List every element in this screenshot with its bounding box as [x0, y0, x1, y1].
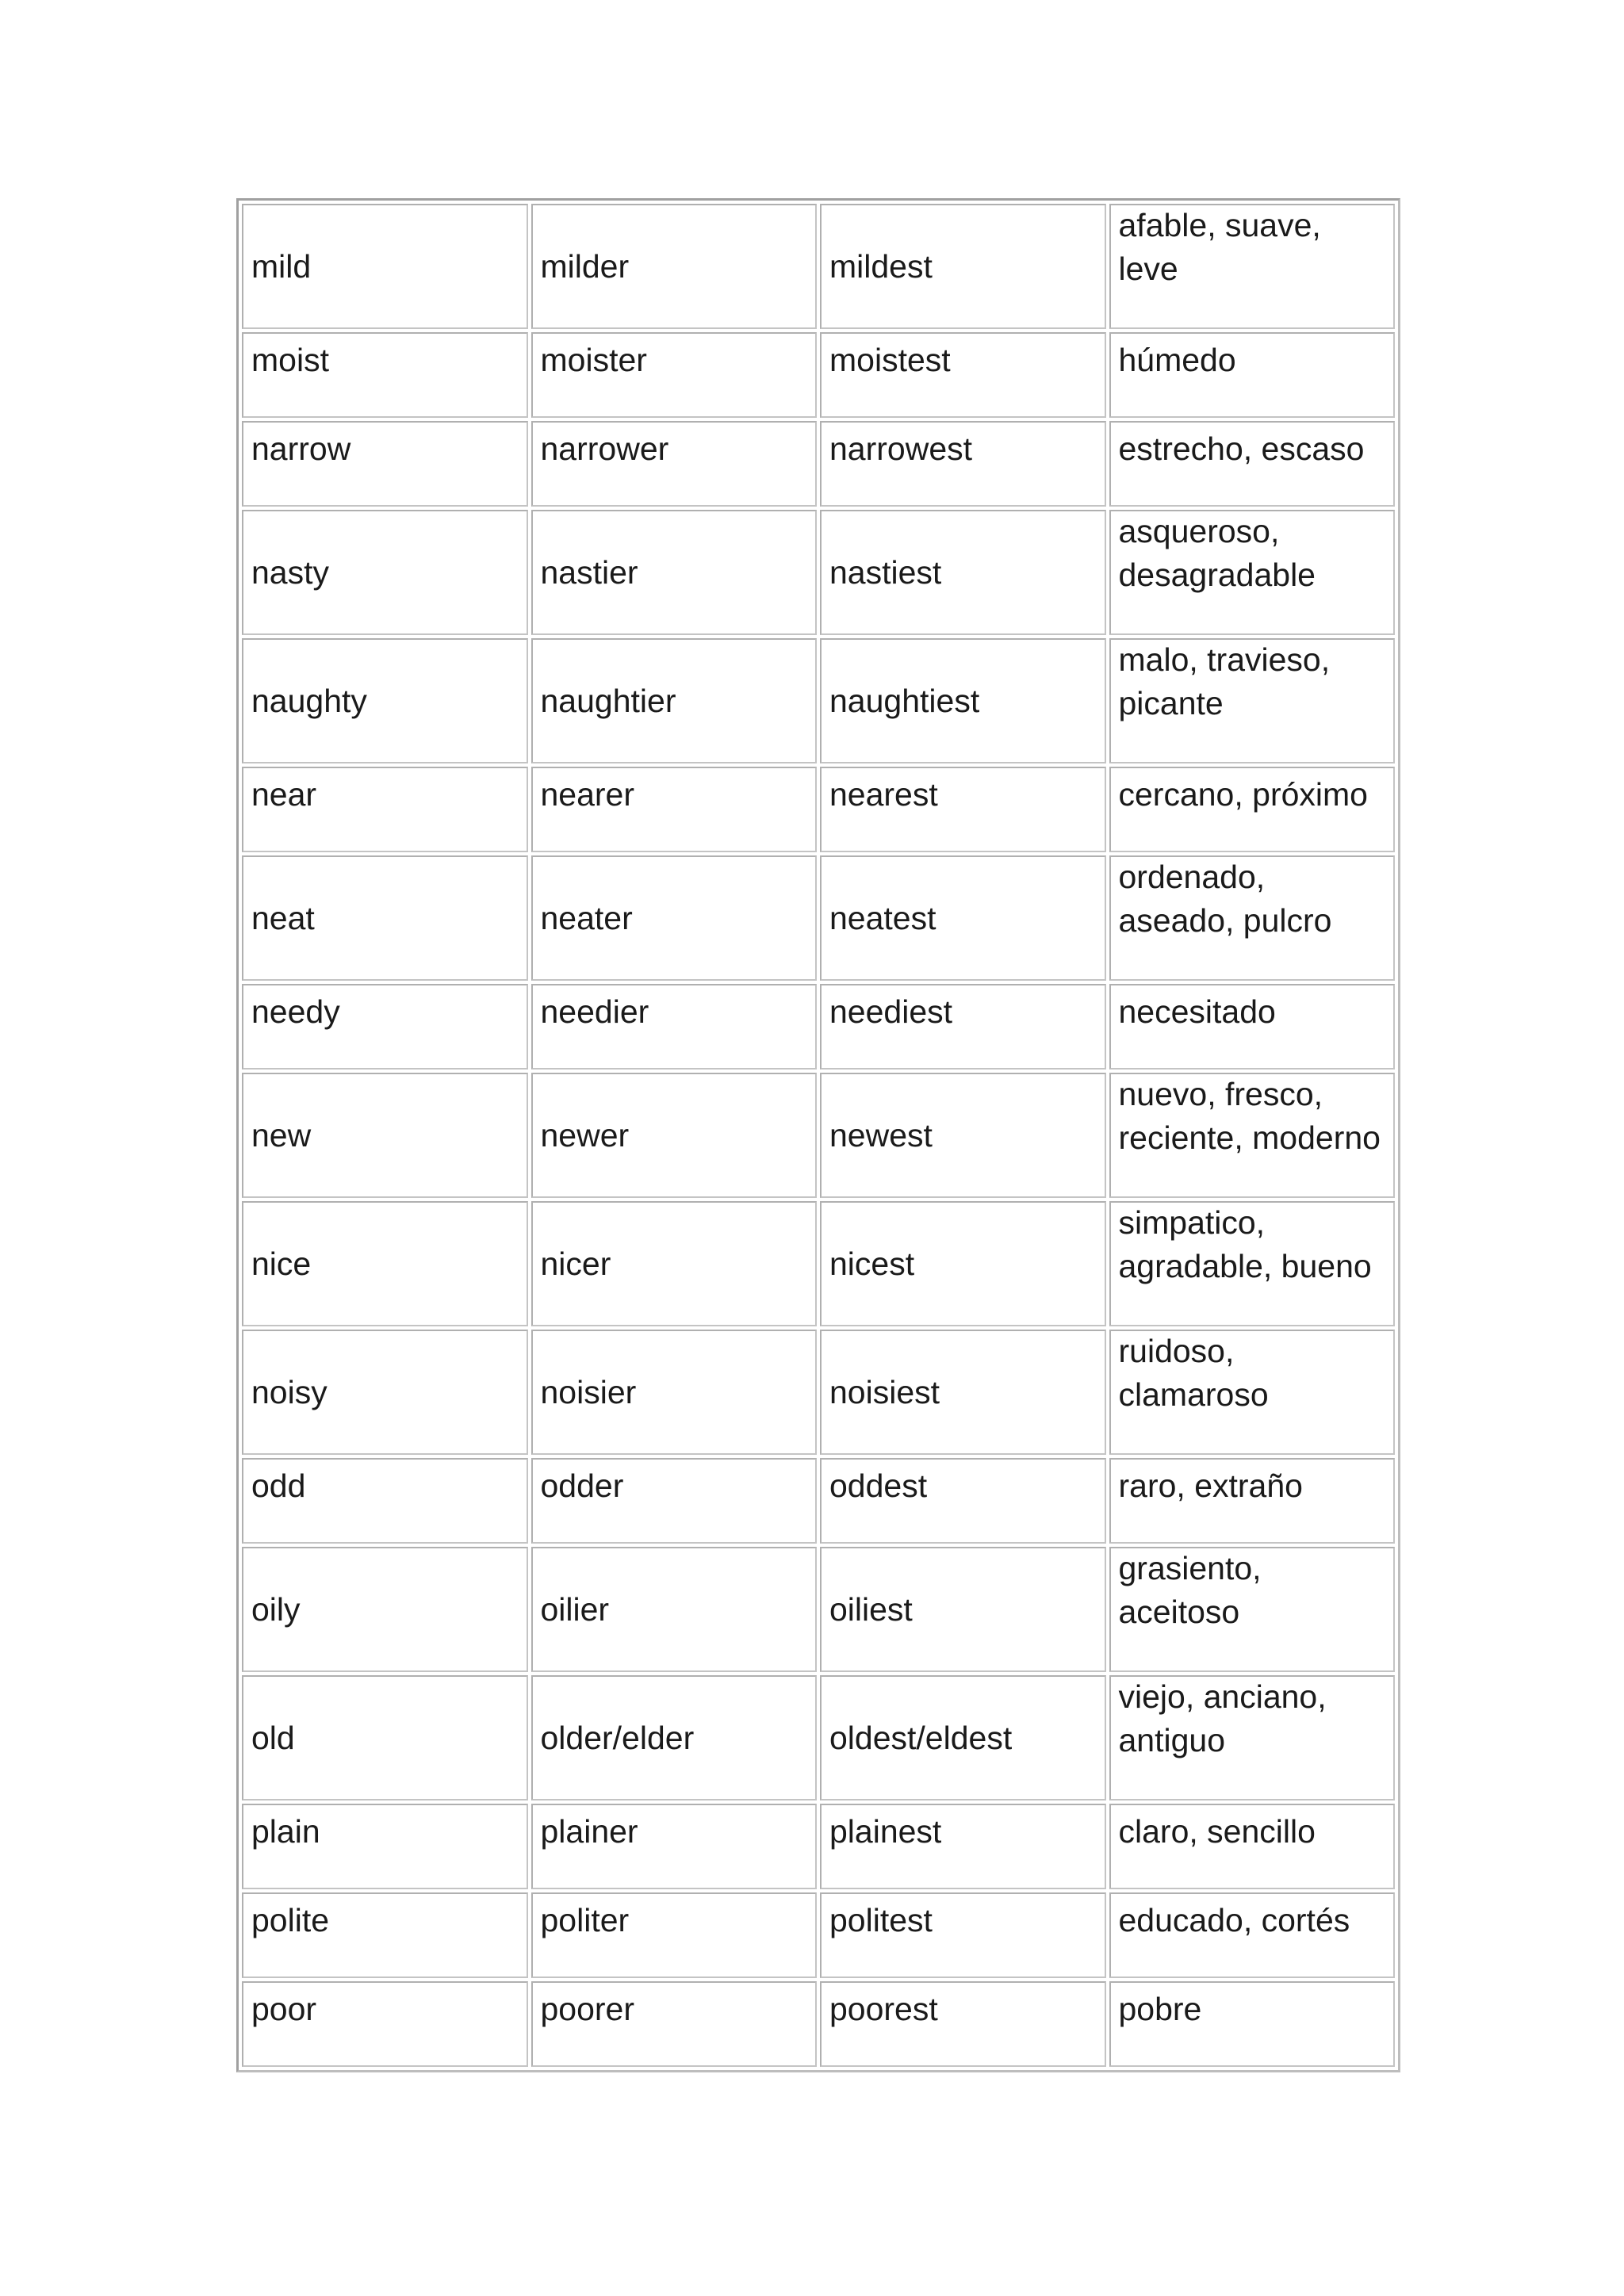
- base-form-cell: old: [242, 1675, 528, 1800]
- superlative-cell: neediest: [820, 984, 1106, 1070]
- base-form-cell: moist: [242, 332, 528, 418]
- superlative-cell: oiliest: [820, 1547, 1106, 1672]
- translation-cell: [1109, 1981, 1396, 2067]
- translation-cell: [1109, 638, 1396, 763]
- translation-text: nuevo, fresco, reciente, moderno: [1118, 1076, 1381, 1156]
- comparative-cell: narrower: [531, 421, 818, 507]
- translation-text: cercano, próximo: [1118, 776, 1368, 813]
- superlative-cell: neatest: [820, 855, 1106, 981]
- superlative-cell: noisiest: [820, 1330, 1106, 1455]
- table-body: [242, 204, 1395, 2067]
- base-form-cell: nice: [242, 1201, 528, 1326]
- translation-text: raro, extraño: [1118, 1468, 1303, 1504]
- translation-cell: [1109, 855, 1396, 981]
- translation-cell: [1109, 1073, 1396, 1198]
- translation-text: viejo, anciano, antiguo: [1118, 1678, 1327, 1758]
- comparative-cell: naughtier: [531, 638, 818, 763]
- table-row: [242, 1892, 1395, 1978]
- comparative-cell: nicer: [531, 1201, 818, 1326]
- superlative-cell: plainest: [820, 1804, 1106, 1889]
- base-form-cell: new: [242, 1073, 528, 1198]
- table-row: [242, 204, 1395, 329]
- translation-text: pobre: [1118, 1991, 1202, 2027]
- table-row: [242, 1547, 1395, 1672]
- comparative-cell: noisier: [531, 1330, 818, 1455]
- translation-cell: [1109, 332, 1396, 418]
- comparative-cell: moister: [531, 332, 818, 418]
- table-row: [242, 1804, 1395, 1889]
- translation-text: malo, travieso, picante: [1118, 641, 1331, 721]
- superlative-cell: oddest: [820, 1458, 1106, 1544]
- superlative-cell: oldest/eldest: [820, 1675, 1106, 1800]
- base-form-cell: poor: [242, 1981, 528, 2067]
- translation-text: educado, cortés: [1118, 1902, 1350, 1938]
- translation-text: estrecho, escaso: [1118, 430, 1365, 467]
- comparative-cell: older/elder: [531, 1675, 818, 1800]
- translation-cell: [1109, 767, 1396, 852]
- base-form-cell: nasty: [242, 510, 528, 635]
- translation-text: grasiento, aceitoso: [1118, 1550, 1262, 1630]
- superlative-cell: naughtiest: [820, 638, 1106, 763]
- comparative-cell: milder: [531, 204, 818, 329]
- translation-cell: [1109, 204, 1396, 329]
- translation-text: ordenado, aseado, pulcro: [1118, 859, 1332, 939]
- adjective-comparison-table: [236, 198, 1400, 2072]
- comparative-cell: poorer: [531, 1981, 818, 2067]
- superlative-cell: poorest: [820, 1981, 1106, 2067]
- comparative-cell: needier: [531, 984, 818, 1070]
- base-form-cell: naughty: [242, 638, 528, 763]
- base-form-cell: plain: [242, 1804, 528, 1889]
- base-form-cell: needy: [242, 984, 528, 1070]
- translation-cell: [1109, 1675, 1396, 1800]
- base-form-cell: oily: [242, 1547, 528, 1672]
- comparative-cell: nearer: [531, 767, 818, 852]
- base-form-cell: noisy: [242, 1330, 528, 1455]
- table-row: [242, 421, 1395, 507]
- translation-cell: [1109, 1201, 1396, 1326]
- table-row: [242, 638, 1395, 763]
- base-form-cell: odd: [242, 1458, 528, 1544]
- comparative-cell: neater: [531, 855, 818, 981]
- table-row: [242, 855, 1395, 981]
- base-form-cell: polite: [242, 1892, 528, 1978]
- superlative-cell: nicest: [820, 1201, 1106, 1326]
- translation-cell: [1109, 1547, 1396, 1672]
- table-row: [242, 332, 1395, 418]
- table-row: [242, 1675, 1395, 1800]
- translation-cell: [1109, 1330, 1396, 1455]
- base-form-cell: narrow: [242, 421, 528, 507]
- comparative-cell: newer: [531, 1073, 818, 1198]
- table-row: [242, 1073, 1395, 1198]
- translation-cell: [1109, 421, 1396, 507]
- comparative-cell: politer: [531, 1892, 818, 1978]
- translation-text: ruidoso, clamaroso: [1118, 1333, 1269, 1413]
- translation-cell: [1109, 510, 1396, 635]
- table-row: [242, 984, 1395, 1070]
- comparative-cell: odder: [531, 1458, 818, 1544]
- comparative-cell: oilier: [531, 1547, 818, 1672]
- base-form-cell: neat: [242, 855, 528, 981]
- translation-text: simpatico, agradable, bueno: [1118, 1204, 1372, 1284]
- comparative-cell: plainer: [531, 1804, 818, 1889]
- table-row: [242, 1330, 1395, 1455]
- table-row: [242, 767, 1395, 852]
- table-row: [242, 1981, 1395, 2067]
- table-row: [242, 510, 1395, 635]
- table-row: [242, 1201, 1395, 1326]
- superlative-cell: narrowest: [820, 421, 1106, 507]
- translation-cell: [1109, 1458, 1396, 1544]
- translation-text: asqueroso, desagradable: [1118, 513, 1316, 593]
- translation-text: claro, sencillo: [1118, 1813, 1316, 1850]
- base-form-cell: mild: [242, 204, 528, 329]
- table-row: [242, 1458, 1395, 1544]
- superlative-cell: nastiest: [820, 510, 1106, 635]
- translation-text: afable, suave, leve: [1118, 207, 1321, 287]
- translation-text: húmedo: [1118, 342, 1236, 378]
- translation-cell: [1109, 1804, 1396, 1889]
- comparative-cell: nastier: [531, 510, 818, 635]
- base-form-cell: near: [242, 767, 528, 852]
- superlative-cell: nearest: [820, 767, 1106, 852]
- superlative-cell: mildest: [820, 204, 1106, 329]
- translation-cell: [1109, 1892, 1396, 1978]
- superlative-cell: moistest: [820, 332, 1106, 418]
- translation-cell: [1109, 984, 1396, 1070]
- superlative-cell: newest: [820, 1073, 1106, 1198]
- translation-text: necesitado: [1118, 993, 1276, 1030]
- superlative-cell: politest: [820, 1892, 1106, 1978]
